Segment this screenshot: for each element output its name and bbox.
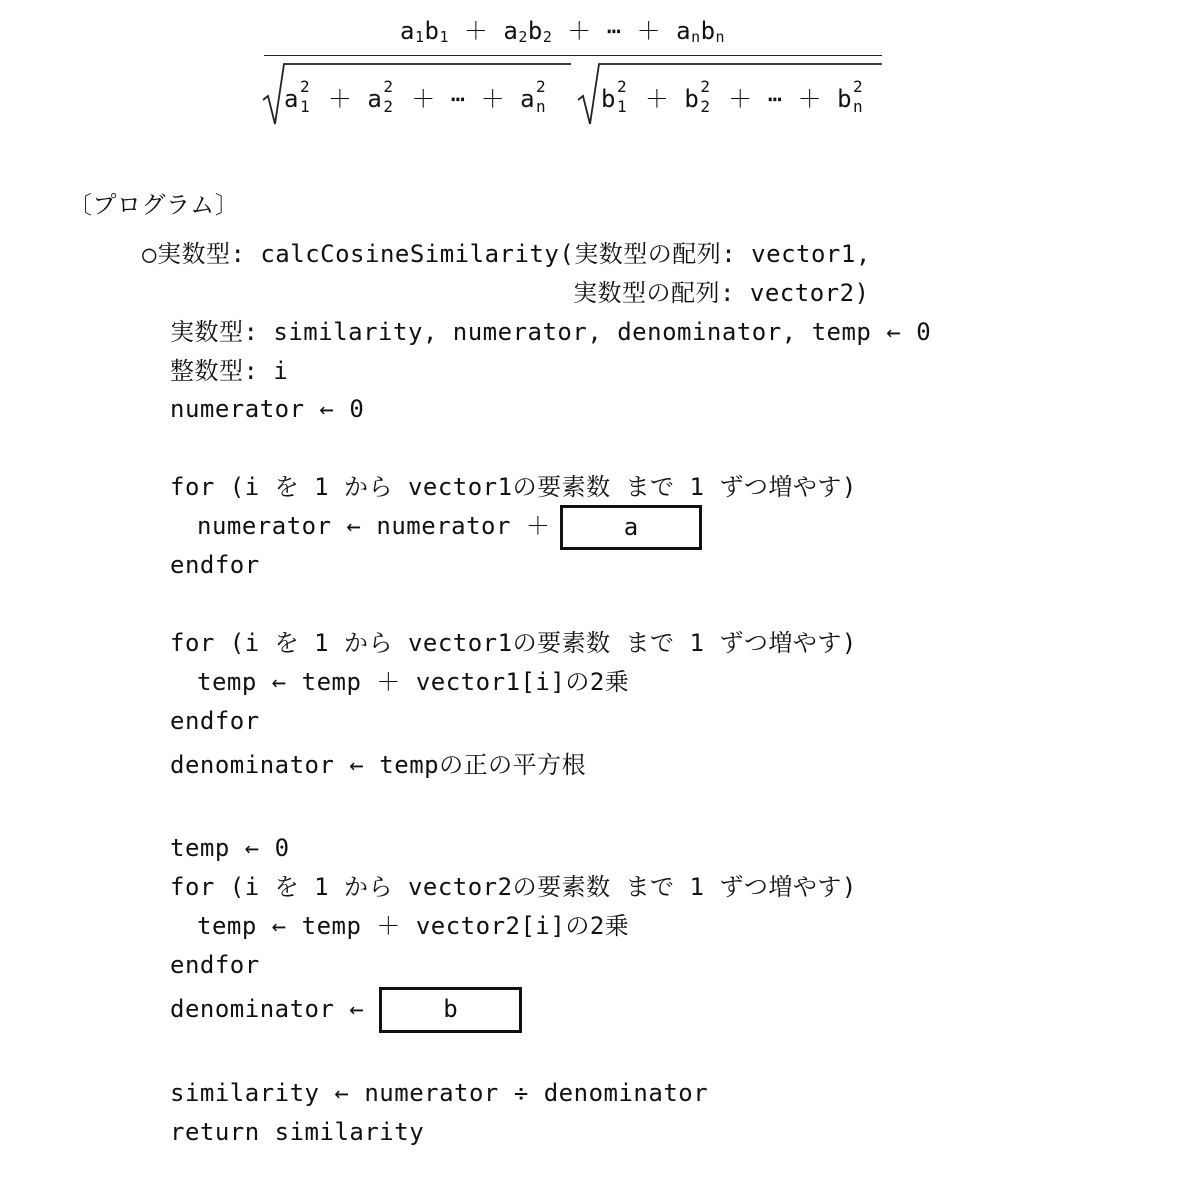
blank-box-b[interactable]: b (379, 987, 522, 1033)
declaration-real: 実数型: similarity, numerator, denominator, temp ← 0 (170, 318, 932, 346)
endfor-2: endfor (170, 707, 260, 735)
endfor-1: endfor (170, 551, 260, 579)
temp-accumulate-vector2: temp ← temp ＋ vector2[i]の2乗 (197, 912, 630, 940)
function-signature-line2: 実数型の配列: vector2) (573, 279, 870, 307)
for-loop-2-header: for (i を 1 から vector1の要素数 まで 1 ずつ増やす) (170, 629, 857, 657)
formula-denominator-a: a 2 1 ＋ a 2 2 ＋ ⋯ ＋ a 2 n (284, 77, 547, 116)
numerator-accumulate: numerator ← numerator ＋ (197, 512, 551, 540)
program-heading: 〔プログラム〕 (68, 191, 240, 219)
function-signature-line1: ○実数型: calcCosineSimilarity(実数型の配列: vector1, (142, 240, 871, 268)
blank-box-a[interactable]: a (560, 505, 702, 550)
temp-reset: temp ← 0 (170, 834, 290, 862)
formula-denominator-b: b 2 1 ＋ b 2 2 ＋ ⋯ ＋ b 2 n (601, 77, 864, 116)
formula-numerator: $a_1b_1 + a_2b_2$ ＋ ⋯ ＋ $a_nb_n$ (400, 17, 726, 46)
for-loop-3-header: for (i を 1 から vector2の要素数 まで 1 ずつ増やす) (170, 873, 857, 901)
declaration-int: 整数型: i (170, 357, 289, 385)
endfor-3: endfor (170, 951, 260, 979)
for-loop-1-header: for (i を 1 から vector1の要素数 まで 1 ずつ増やす) (170, 473, 857, 501)
similarity-compute: similarity ← numerator ÷ denominator (170, 1079, 709, 1107)
numerator-init: numerator ← 0 (170, 395, 365, 423)
temp-accumulate-vector1: temp ← temp ＋ vector1[i]の2乗 (197, 668, 630, 696)
return-statement: return similarity (170, 1118, 425, 1146)
denominator-sqrt-temp: denominator ← tempの正の平方根 (170, 751, 587, 779)
denominator-assign: denominator ← (170, 995, 365, 1023)
fraction-bar (264, 55, 882, 56)
